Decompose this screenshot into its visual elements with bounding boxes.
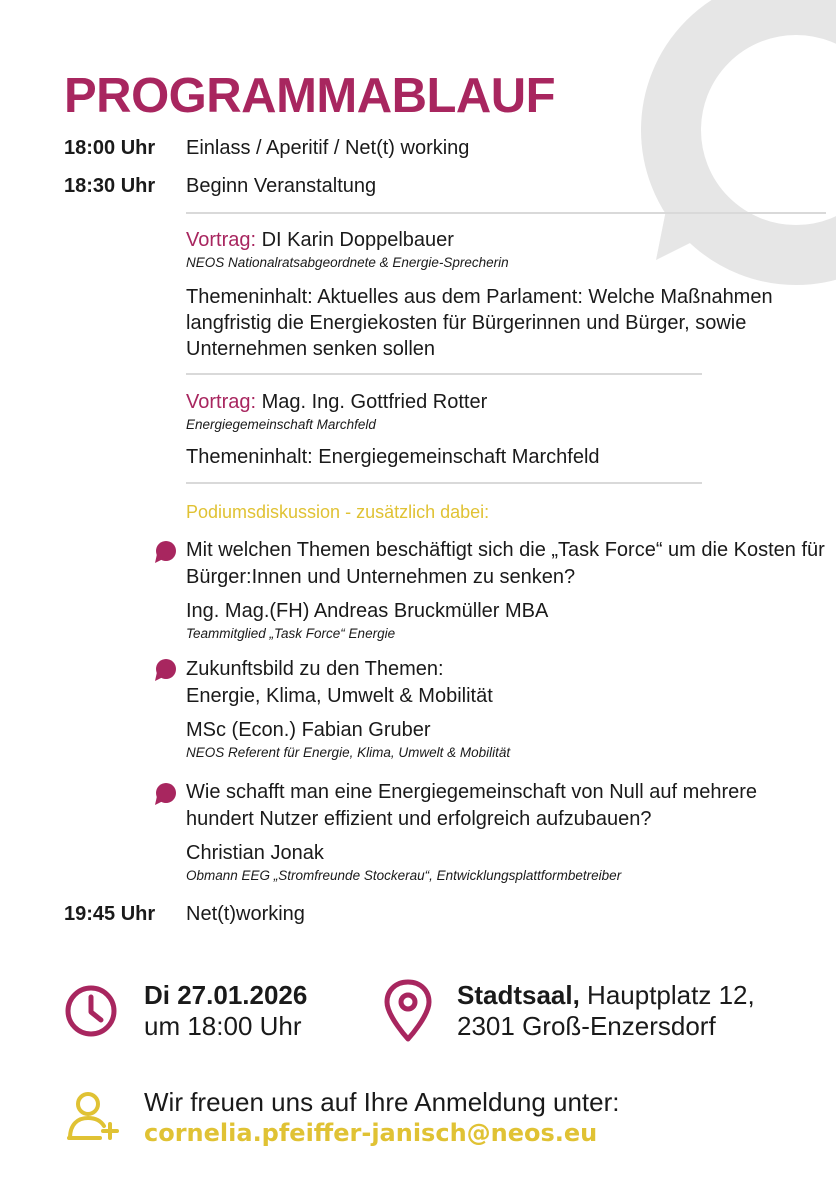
podium-question: Wie schafft man eine Energiegemeinschaft von Null auf mehrere hundert Nutzer effizient und erfolgreich aufzubauen? xyxy=(186,781,758,830)
location-pin-icon xyxy=(382,978,434,1044)
podium-speaker: Ing. Mag.(FH) Andreas Bruckmüller MBA xyxy=(186,600,549,622)
schedule-time: 19:45 Uhr xyxy=(64,903,156,925)
divider xyxy=(186,482,702,484)
podium-item-3 xyxy=(186,779,826,885)
schedule-text: Net(t)working xyxy=(186,903,305,925)
talk-1 xyxy=(186,228,826,362)
schedule-text: Einlass / Aperitif / Net(t) working xyxy=(186,137,470,159)
registration xyxy=(144,1087,620,1149)
registration-text: Wir freuen uns auf Ihre Anmeldung unter: xyxy=(144,1087,620,1117)
talk-topic: Themeninhalt: Aktuelles aus dem Parlament: Welche Maßnahmen langfristig die Energiekosten für Bürgerinnen und Bürger, sowie Unternehmen senken sollen xyxy=(186,286,773,360)
talk-role: NEOS Nationalratsabgeordnete & Energie-Sprecherin xyxy=(186,255,509,270)
podium-heading: Podiumsdiskussion - zusätzlich dabei: xyxy=(186,502,490,522)
talk-speaker: DI Karin Doppelbauer xyxy=(256,229,454,251)
podium-role: Obmann EEG „Stromfreunde Stockerau“, Entwicklungsplattformbetreiber xyxy=(186,868,622,883)
podium-question: Mit welchen Themen beschäftigt sich die „Task Force“ um die Kosten für Bürger:Innen und Unternehmen zu senken? xyxy=(186,539,825,588)
chat-bubble-icon xyxy=(153,658,177,682)
podium-role: Teammitglied „Task Force“ Energie xyxy=(186,626,396,641)
talk-heading xyxy=(186,390,826,414)
add-user-icon xyxy=(66,1090,120,1142)
event-location xyxy=(457,980,755,1042)
talk-2 xyxy=(186,390,826,470)
talk-role: Energiegemeinschaft Marchfeld xyxy=(186,417,376,432)
podium-speaker: Christian Jonak xyxy=(186,842,324,864)
event-time-value: um 18:00 Uhr xyxy=(144,1011,302,1041)
divider xyxy=(186,212,826,214)
podium-question-line2: Energie, Klima, Umwelt & Mobilität xyxy=(186,685,493,707)
schedule-time: 18:30 Uhr xyxy=(64,175,156,197)
clock-icon xyxy=(64,984,118,1038)
podium-question-line1: Zukunftsbild zu den Themen: xyxy=(186,658,444,680)
podium-item-1 xyxy=(186,537,826,643)
page-title: PROGRAMMABLAUF xyxy=(64,69,556,123)
registration-email-link[interactable]: cornelia.pfeiffer-janisch@neos.eu xyxy=(144,1119,598,1147)
chat-bubble-icon xyxy=(153,540,177,564)
podium-item-2 xyxy=(186,656,826,762)
schedule-row-beginn xyxy=(64,174,376,198)
event-date-value: Di 27.01.2026 xyxy=(144,980,308,1010)
podium-role: NEOS Referent für Energie, Klima, Umwelt & Mobilität xyxy=(186,745,511,760)
event-address-line2: 2301 Groß-Enzersdorf xyxy=(457,1011,716,1041)
talk-label: Vortrag: xyxy=(186,229,257,251)
talk-speaker: Mag. Ing. Gottfried Rotter xyxy=(256,391,488,413)
talk-topic: Themeninhalt: Energiegemeinschaft Marchfeld xyxy=(186,446,600,468)
talk-label: Vortrag: xyxy=(186,391,257,413)
divider xyxy=(186,373,702,375)
talk-heading xyxy=(186,228,826,252)
event-venue: Stadtsaal, xyxy=(457,980,580,1010)
podium-speaker: MSc (Econ.) Fabian Gruber xyxy=(186,719,431,741)
event-address-line1: Hauptplatz 12, xyxy=(579,980,755,1010)
event-date xyxy=(144,980,307,1042)
event-venue-line xyxy=(457,980,755,1011)
chat-bubble-icon xyxy=(153,782,177,806)
schedule-row-einlass xyxy=(64,136,469,160)
schedule-row-networking xyxy=(64,902,305,926)
schedule-text: Beginn Veranstaltung xyxy=(186,175,377,197)
schedule-time: 18:00 Uhr xyxy=(64,137,156,159)
